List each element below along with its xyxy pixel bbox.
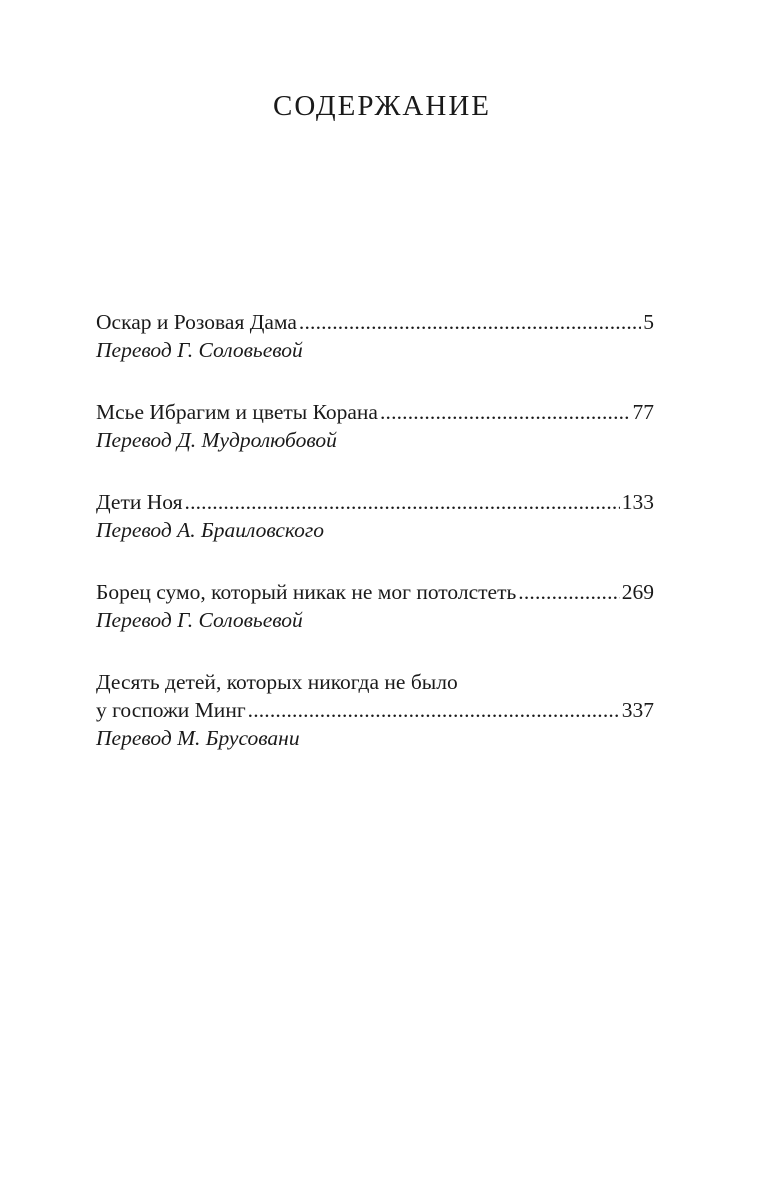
toc-entry-title: у госпожи Минг <box>96 698 246 722</box>
dot-leader <box>185 488 620 516</box>
toc-translator: Перевод Д. Мудролюбовой <box>96 428 337 452</box>
dot-leader <box>518 578 619 606</box>
page-title: СОДЕРЖАНИЕ <box>273 90 491 122</box>
toc-page-number: 269 <box>621 580 654 604</box>
toc-entry-line <box>96 578 654 606</box>
toc-translator: Перевод Г. Соловьевой <box>96 338 303 362</box>
toc-page-number: 337 <box>621 698 654 722</box>
toc-page-number: 5 <box>643 310 654 334</box>
table-of-contents <box>96 308 654 786</box>
toc-entry-line <box>96 696 654 724</box>
toc-entry <box>96 488 654 544</box>
toc-entry-title: Мсье Ибрагим и цветы Корана <box>96 400 378 424</box>
toc-entry-title: Борец сумо, который никак не мог потолстеть <box>96 580 517 604</box>
toc-entry-line <box>96 308 654 336</box>
toc-entry <box>96 398 654 454</box>
dot-leader <box>299 308 641 336</box>
toc-entry <box>96 308 654 364</box>
toc-translator: Перевод А. Браиловского <box>96 518 325 542</box>
toc-entry <box>96 668 654 752</box>
dot-leader <box>248 696 620 724</box>
toc-translator: Перевод Г. Соловьевой <box>96 608 303 632</box>
toc-entry-title: Дети Ноя <box>96 490 183 514</box>
toc-entry-title: Оскар и Розовая Дама <box>96 310 297 334</box>
toc-page-number: 133 <box>621 490 654 514</box>
toc-entry-line <box>96 488 654 516</box>
toc-page-number: 77 <box>632 400 654 424</box>
toc-entry-title-line: Десять детей, которых никогда не было <box>96 670 458 694</box>
toc-entry-line <box>96 398 654 426</box>
dot-leader <box>380 398 631 426</box>
toc-entry <box>96 578 654 634</box>
toc-translator: Перевод М. Брусовани <box>96 726 300 750</box>
